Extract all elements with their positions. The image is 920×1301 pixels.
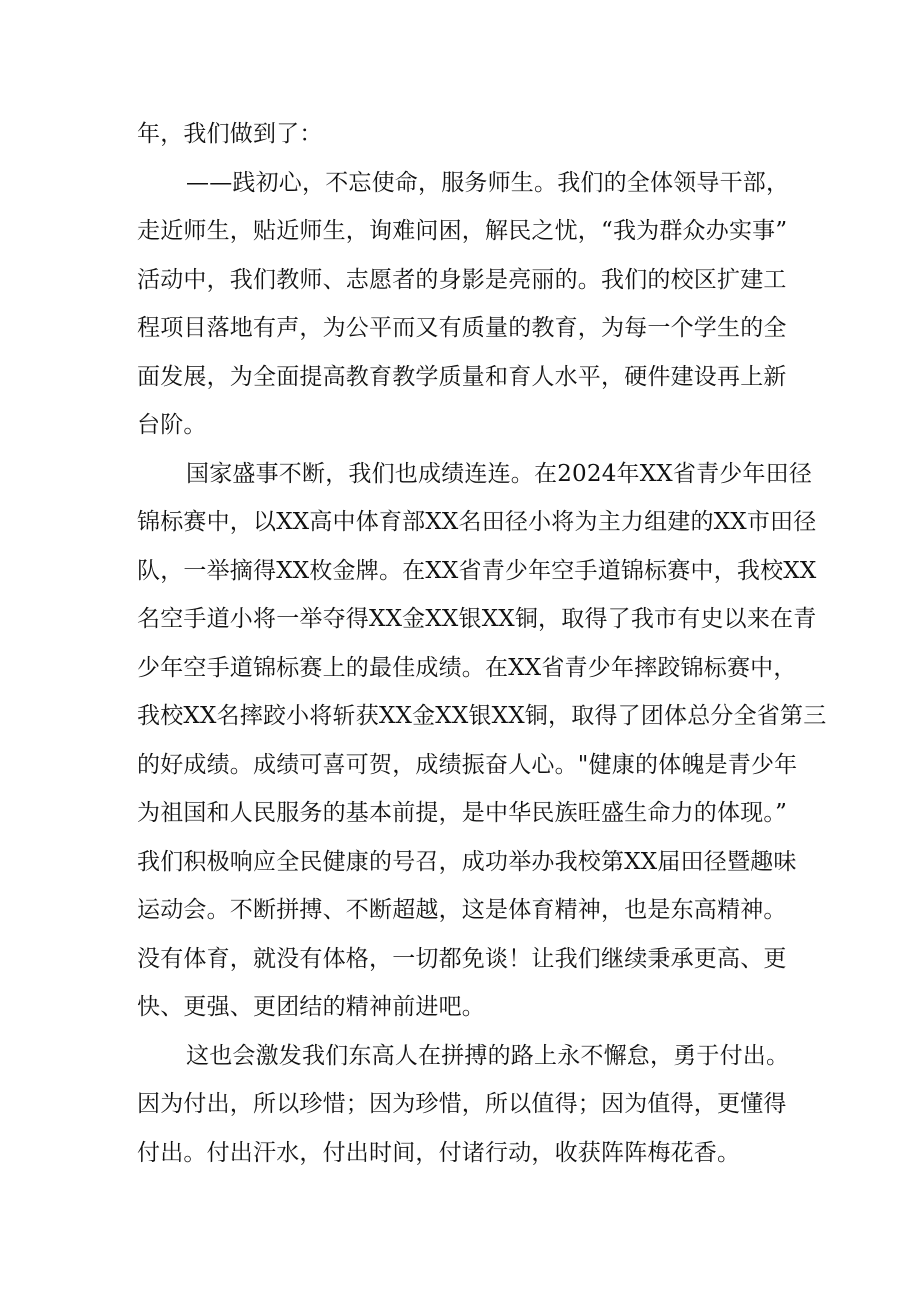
text-line: 运动会。不断拼搏、不断超越，这是体育精神，也是东高精神。 (137, 897, 787, 923)
text-line: 队，一举摘得XX枚金牌。在XX省青少年空手道锦标赛中，我校XX (137, 557, 817, 584)
paragraph-first-line: 这也会激发我们东高人在拼搏的路上永不懈怠，勇于付出。 (186, 1042, 790, 1069)
body-text (137, 110, 827, 1177)
text-line: 年，我们做到了： (137, 121, 323, 147)
text-line: 为祖国和人民服务的基本前提，是中华民族旺盛生命力的体现。” (137, 800, 788, 826)
text-line: 名空手道小将一举夺得XX金XX银XX铜，取得了我市有史以来在青 (137, 606, 817, 632)
text-line: 我们积极响应全民健康的号召，成功举办我校第XX届田径暨趣味 (137, 848, 797, 875)
text-line: 的好成绩。成绩可喜可贺，成绩振奋人心。"健康的体魄是青少年 (137, 751, 798, 778)
text-line: 程项目落地有声，为公平而又有质量的教育，为每一个学生的全 (137, 315, 787, 341)
text-line: 面发展，为全面提高教育教学质量和育人水平，硬件建设再上新 (137, 363, 787, 390)
text-line: 我校XX名摔跤小将斩获XX金XX银XX铜，取得了团体总分全省第三 (137, 703, 827, 729)
text-line: 没有体育，就没有体格，一切都免谈！让我们继续秉承更高、更 (137, 945, 787, 972)
text-line: 台阶。 (137, 412, 207, 438)
paragraph-first-line: ——践初心，不忘使命，服务师生。我们的全体领导干部， (186, 169, 790, 196)
text-line: 付出。付出汗水，付出时间，付诸行动，收获阵阵梅花香。 (137, 1139, 741, 1166)
text-line: 锦标赛中，以XX高中体育部XX名田径小将为主力组建的XX市田径 (137, 509, 817, 535)
text-line: 少年空手道锦标赛上的最佳成绩。在XX省青少年摔跤锦标赛中， (137, 654, 797, 681)
paragraph-first-line: 国家盛事不断，我们也成绩连连。在2024年XX省青少年田径 (186, 460, 813, 487)
text-line: 快、更强、更团结的精神前进吧。 (137, 994, 485, 1020)
text-line: 活动中，我们教师、志愿者的身影是亮丽的。我们的校区扩建工 (137, 266, 787, 293)
text-line: 因为付出，所以珍惜；因为珍惜，所以值得；因为值得，更懂得 (137, 1091, 787, 1117)
text-line: 走近师生，贴近师生，询难问困，解民之忧，“我为群众办实事” (137, 218, 788, 244)
